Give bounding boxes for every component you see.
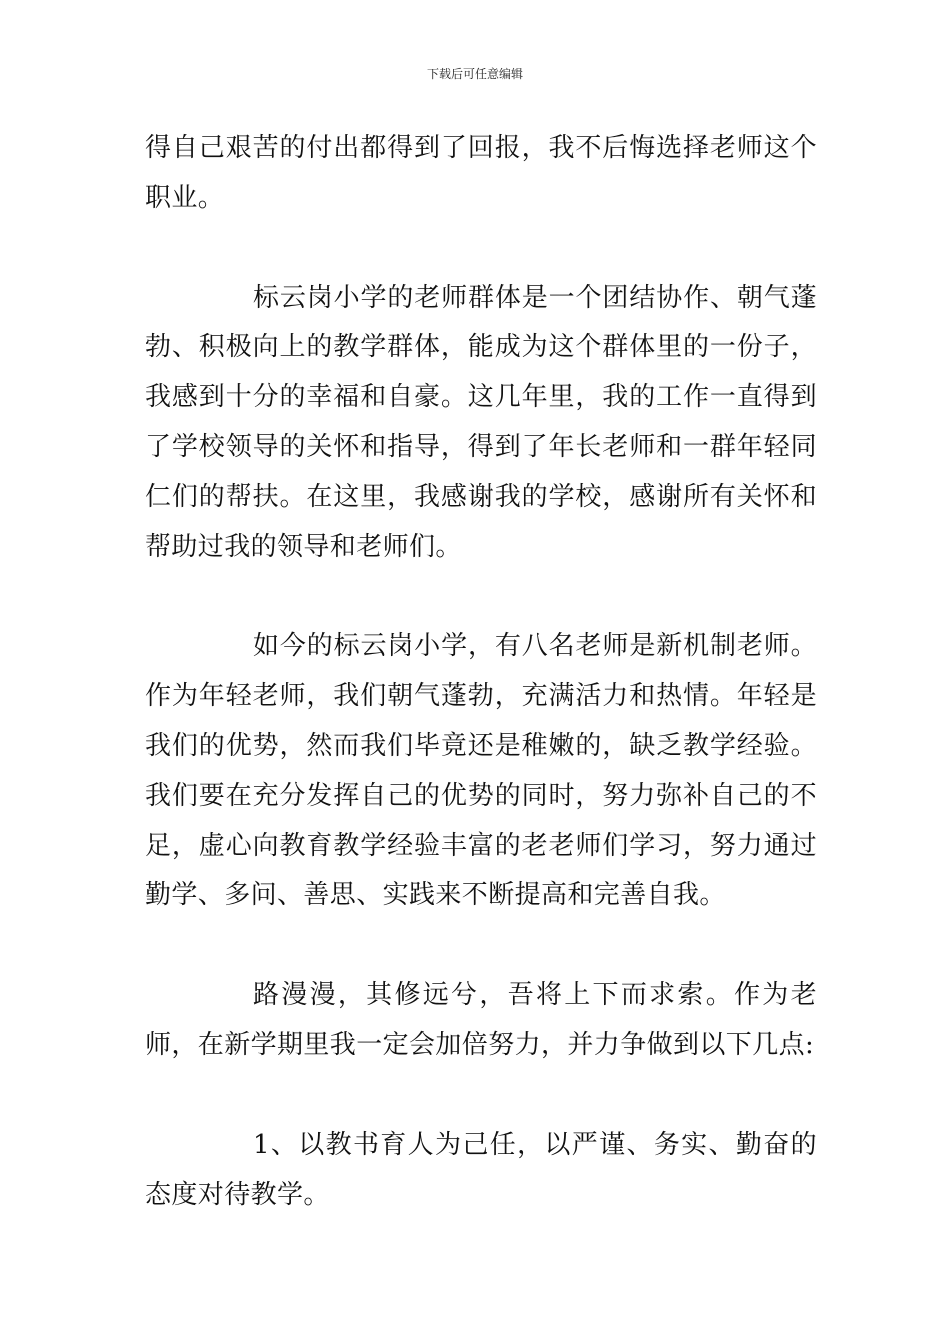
paragraph-3: 如今的标云岗小学，有八名老师是新机制老师。作为年轻老师，我们朝气蓬勃，充满活力和热情。年轻是我们的优势，然而我们毕竟还是稚嫩的，缺乏教学经验。我们要在充分发挥自己的优势的同时，努力弥补自己的不足，虚心向教育教学经验丰富的老老师们学习，努力通过勤学、多问、善思、实践来不断提高和完善自我。 bbox=[145, 631, 817, 911]
document-body bbox=[145, 124, 817, 1270]
paragraph-4: 路漫漫，其修远兮，吾将上下而求索。作为老师，在新学期里我一定会加倍努力，并力争做到以下几点: bbox=[145, 980, 817, 1060]
paragraph-1: 得自己艰苦的付出都得到了回报，我不后悔选择老师这个职业。 bbox=[145, 133, 817, 213]
paragraph-5: 1、以教书育人为己任，以严谨、务实、勤奋的态度对待教学。 bbox=[145, 1129, 817, 1210]
paragraph-2: 标云岗小学的老师群体是一个团结协作、朝气蓬勃、积极向上的教学群体，能成为这个群体里的一份子，我感到十分的幸福和自豪。这几年里，我的工作一直得到了学校领导的关怀和指导，得到了年长老师和一群年轻同仁们的帮扶。在这里，我感谢我的学校，感谢所有关怀和帮助过我的领导和老师们。 bbox=[145, 282, 817, 562]
page-header: 下载后可任意编辑 bbox=[426, 67, 523, 81]
